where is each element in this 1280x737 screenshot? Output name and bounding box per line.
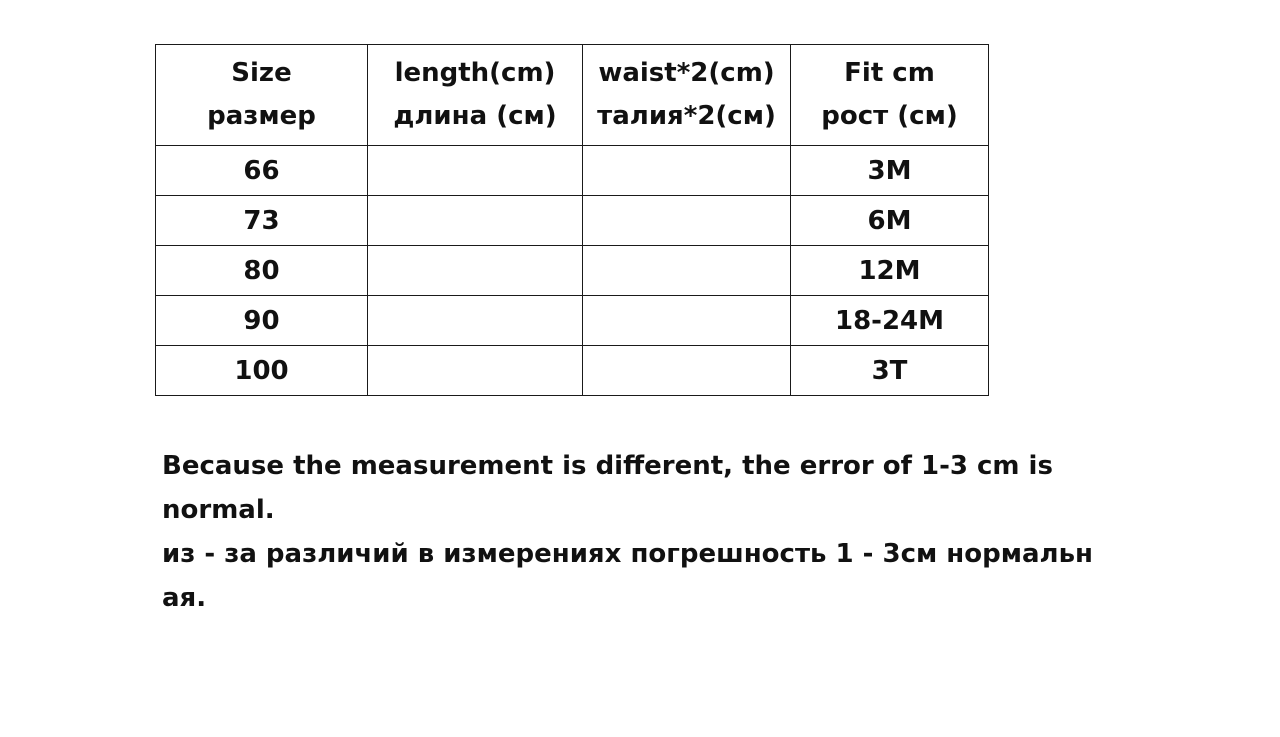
cell-size: 80	[156, 246, 368, 296]
table-row	[156, 246, 989, 296]
cell-waist	[583, 196, 791, 246]
header-fit-ru: рост (см)	[821, 101, 958, 131]
cell-waist	[583, 346, 791, 396]
header-length	[368, 45, 583, 146]
cell-length	[368, 246, 583, 296]
cell-fit: 3M	[791, 146, 989, 196]
header-fit	[791, 45, 989, 146]
cell-size: 66	[156, 146, 368, 196]
note-en-line-1: Because the measurement is different, the error of 1-3 cm is	[162, 451, 1053, 481]
header-waist	[583, 45, 791, 146]
note-ru-line-1: из - за различий в измерениях погрешность 1 - 3см нормальн	[162, 539, 1093, 569]
cell-length	[368, 146, 583, 196]
cell-waist	[583, 146, 791, 196]
header-waist-ru: талия*2(см)	[597, 101, 776, 131]
cell-waist	[583, 296, 791, 346]
note-en-line-2: normal.	[162, 495, 275, 525]
header-waist-en: waist*2(cm)	[598, 58, 775, 88]
cell-length	[368, 196, 583, 246]
header-length-ru: длина (см)	[393, 101, 557, 131]
table-row	[156, 196, 989, 246]
cell-size: 73	[156, 196, 368, 246]
header-size-ru: размер	[207, 101, 316, 131]
cell-fit: 6M	[791, 196, 989, 246]
measurement-note	[162, 444, 1162, 620]
header-size-en: Size	[231, 58, 292, 88]
cell-length	[368, 346, 583, 396]
cell-fit: 18-24M	[791, 296, 989, 346]
table-row	[156, 146, 989, 196]
table-row	[156, 296, 989, 346]
header-fit-en: Fit cm	[844, 58, 935, 88]
header-length-en: length(cm)	[394, 58, 556, 88]
cell-waist	[583, 246, 791, 296]
table-row	[156, 346, 989, 396]
cell-size: 100	[156, 346, 368, 396]
note-ru-line-2: ая.	[162, 583, 207, 613]
size-chart-table	[155, 44, 989, 396]
table-header-row	[156, 45, 989, 146]
cell-fit: 3T	[791, 346, 989, 396]
cell-length	[368, 296, 583, 346]
cell-size: 90	[156, 296, 368, 346]
header-size	[156, 45, 368, 146]
cell-fit: 12M	[791, 246, 989, 296]
